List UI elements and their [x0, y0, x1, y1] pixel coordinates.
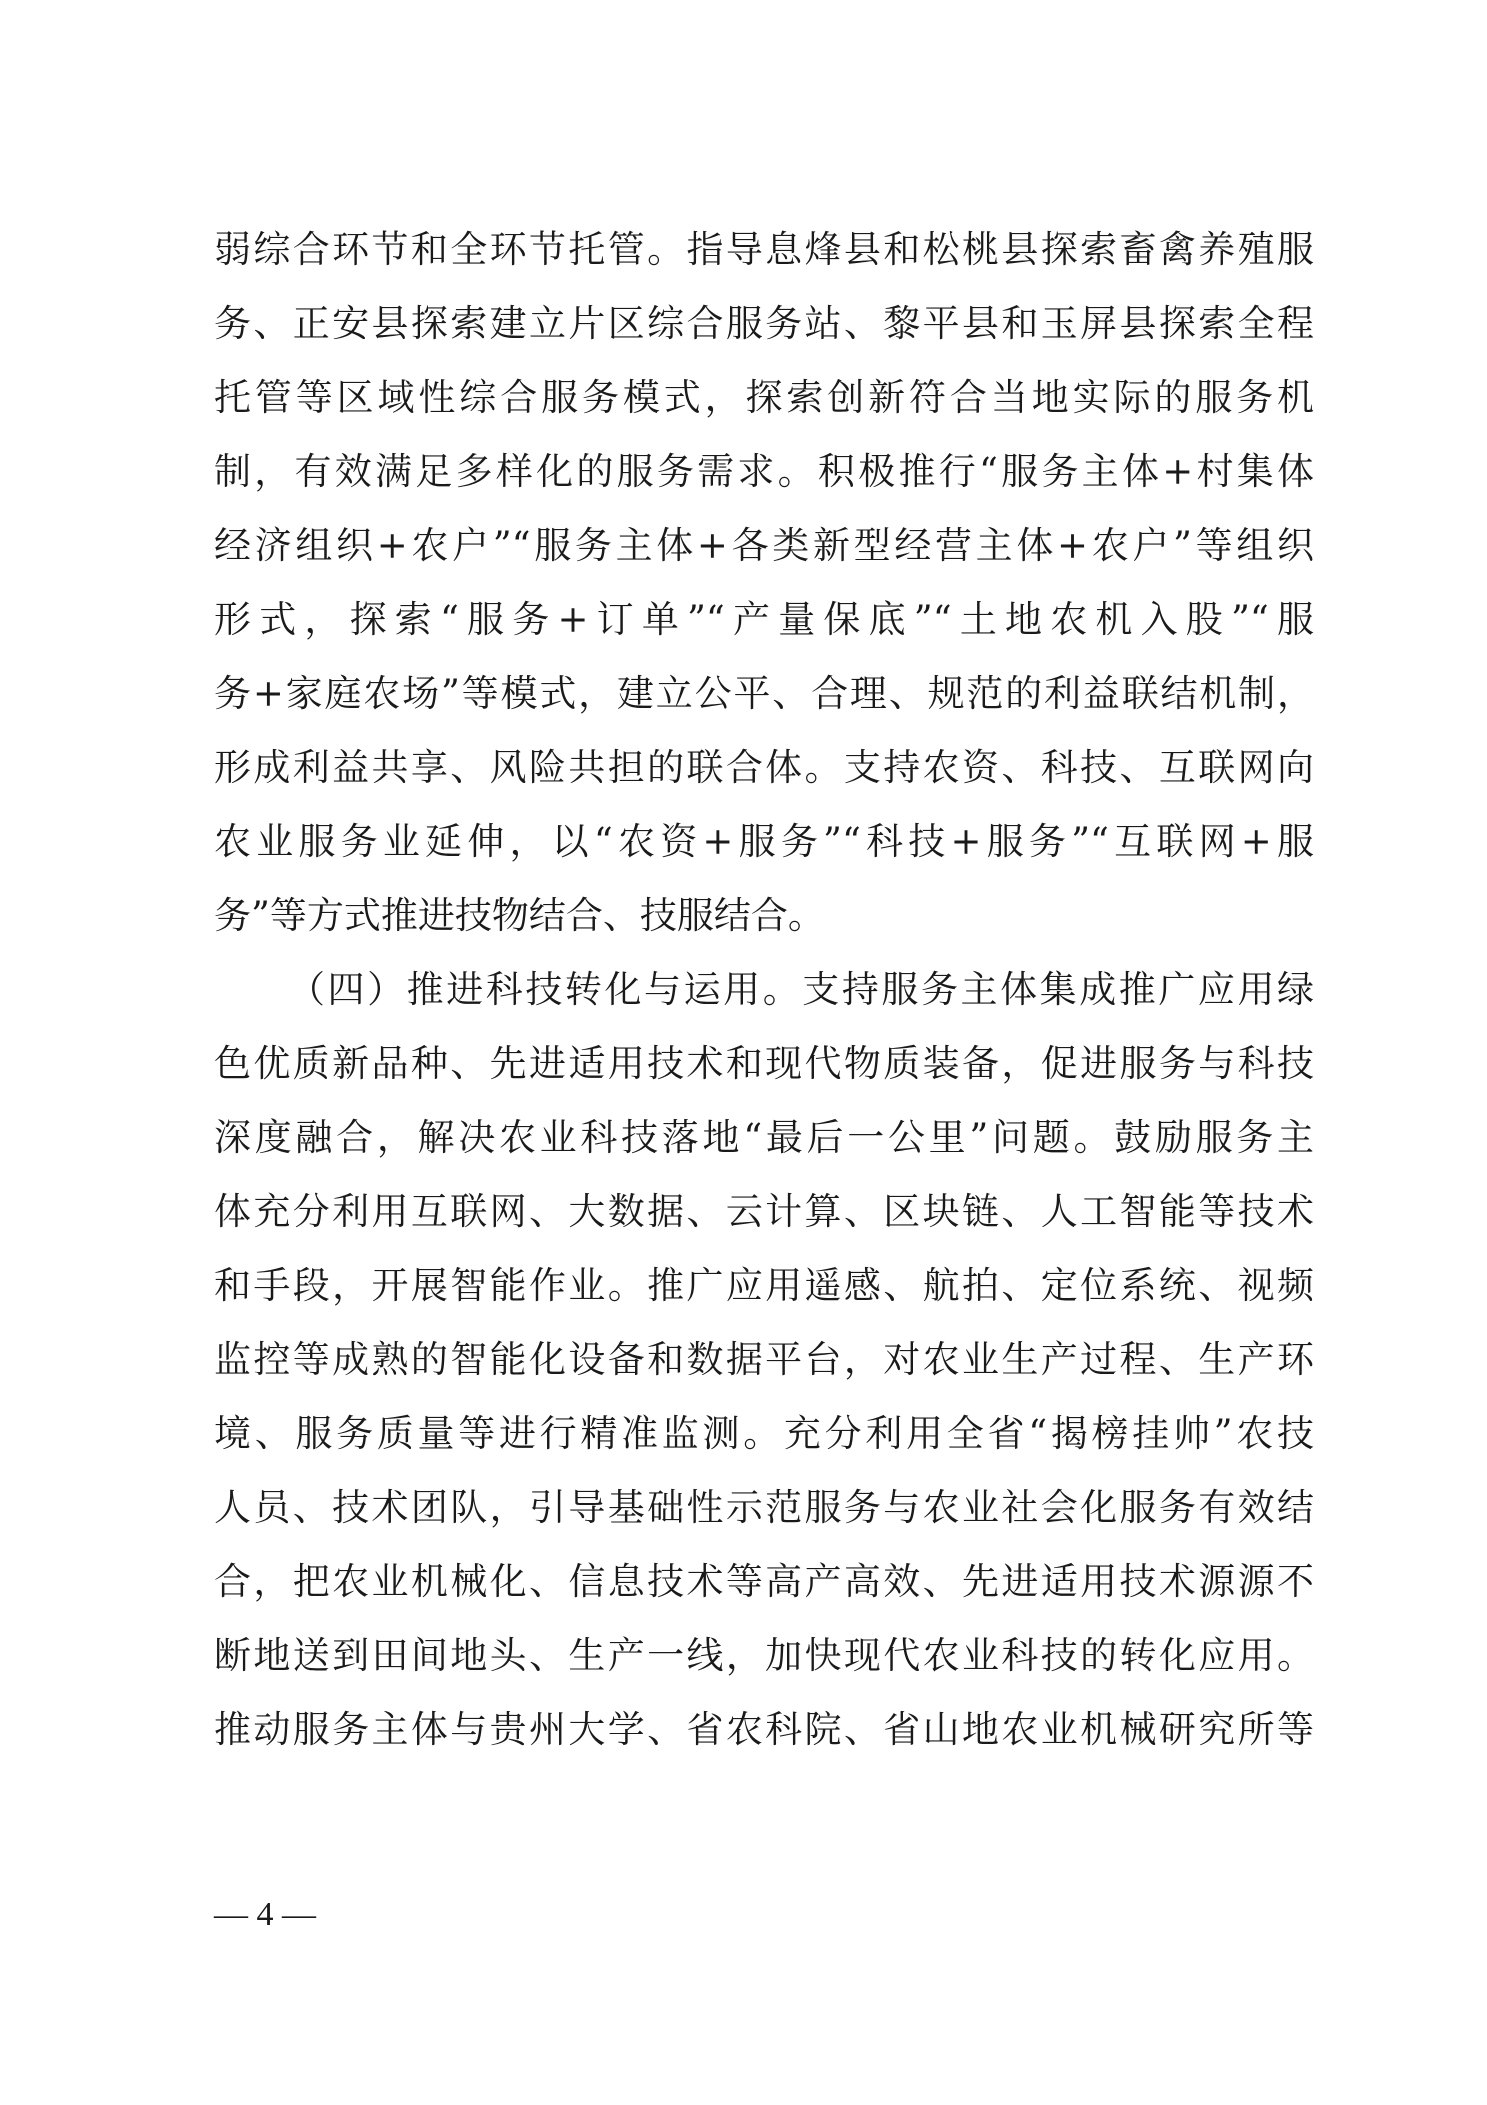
- body-line-15: 和手段，开展智能作业。推广应用遥感、航拍、定位系统、视频: [214, 1264, 1314, 1307]
- page-number: — 4 —: [214, 1896, 316, 1933]
- body-line-13: 深度融合，解决农业科技落地“最后一公里”问题。鼓励服务主: [214, 1116, 1314, 1159]
- body-line-5: 经济组织+农户”“服务主体+各类新型经营主体+农户”等组织: [214, 524, 1314, 567]
- body-line-6: 形式，探索“服务+订单”“产量保底”“土地农机入股”“服: [214, 598, 1314, 641]
- body-line-2: 务、正安县探索建立片区综合服务站、黎平县和玉屏县探索全程: [214, 302, 1314, 345]
- section-heading-line: （四）推进科技转化与运用。支持服务主体集成推广应用绿: [288, 968, 1314, 1011]
- body-line-19: 合，把农业机械化、信息技术等高产高效、先进适用技术源源不: [214, 1560, 1314, 1603]
- body-line-14: 体充分利用互联网、大数据、云计算、区块链、人工智能等技术: [214, 1190, 1314, 1233]
- body-line-18: 人员、技术团队，引导基础性示范服务与农业社会化服务有效结: [214, 1486, 1314, 1529]
- body-line-4: 制，有效满足多样化的服务需求。积极推行“服务主体+村集体: [214, 450, 1314, 493]
- body-line-8: 形成利益共享、风险共担的联合体。支持农资、科技、互联网向: [214, 746, 1314, 789]
- body-line-20: 断地送到田间地头、生产一线，加快现代农业科技的转化应用。: [214, 1634, 1314, 1677]
- body-line-17: 境、服务质量等进行精准监测。充分利用全省“揭榜挂帅”农技: [214, 1412, 1314, 1455]
- body-line-10: 务”等方式推进技物结合、技服结合。: [214, 894, 825, 937]
- body-line-3: 托管等区域性综合服务模式，探索创新符合当地实际的服务机: [214, 376, 1314, 419]
- body-line-1: 弱综合环节和全环节托管。指导息烽县和松桃县探索畜禽养殖服: [214, 228, 1314, 271]
- body-line-16: 监控等成熟的智能化设备和数据平台，对农业生产过程、生产环: [214, 1338, 1314, 1381]
- body-line-21: 推动服务主体与贵州大学、省农科院、省山地农业机械研究所等: [214, 1708, 1314, 1751]
- body-line-12: 色优质新品种、先进适用技术和现代物质装备，促进服务与科技: [214, 1042, 1314, 1085]
- body-line-7: 务+家庭农场”等模式，建立公平、合理、规范的利益联结机制，: [214, 672, 1314, 715]
- body-line-9: 农业服务业延伸，以“农资+服务”“科技+服务”“互联网+服: [214, 820, 1314, 863]
